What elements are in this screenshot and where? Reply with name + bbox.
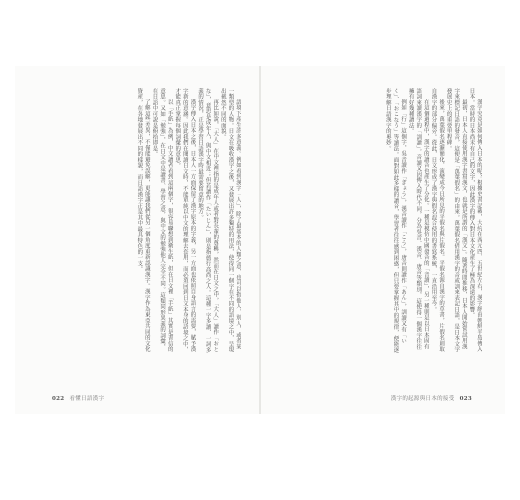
book-spread xyxy=(15,66,505,414)
left-page xyxy=(15,66,260,414)
page-number: 022 xyxy=(52,396,65,402)
running-head: 看懂日語漢字 xyxy=(69,396,105,402)
page-number: 023 xyxy=(459,396,472,402)
paragraph: 後來，萬葉假名逐漸簡化，演變成今日所見的平假名與片假名。平假名源自漢字的草書，片假名則取自漢字的部分偏旁。從此，日文形成了漢字與假名混合使用的書寫系統，一直沿用至今。 xyxy=(430,88,445,352)
left-page-body xyxy=(51,88,241,353)
running-head: 漢字的起源與日本的接受 xyxy=(390,396,455,402)
right-page-body xyxy=(282,88,482,353)
paragraph: 漢字傳入日本之後，日本人一方面保留了漢字原本的字義，另一方面也依照自身語言的需要，賦予漢字新的意涵。因此我們在閱讀日文時，不能單純以中文的理解去套用，而必須回到日文本身的語境之中，才能真正掌握每個詞彙的意思。 xyxy=(174,88,196,353)
paragraph: 在這個過程中，漢字的讀音也產生了分化。一種是模仿中國發音的「音讀」，另一種則是以日本固有語詞來讀漢字的「訓讀」。音讀又因傳入時代不同，分為吳音、漢音、唐音等類別，這使得一個漢字往往擁有好幾種讀法。 xyxy=(407,88,429,350)
paragraph: 例如「行」這個字，吳音讀作「ぎょう」，漢音讀作「こう」，唐音則讀作「あん」，訓讀又有「いく」、「おこなう」等讀法。面對如此多樣的讀音，學習者往往感到困惑，但只要掌握其中的規律，便能逐步理解日語漢字的奧妙。 xyxy=(384,88,407,353)
left-folio xyxy=(49,394,104,402)
right-page xyxy=(260,66,505,414)
paragraph: 以「手紙」為例，中文讀者看到這兩個字，很容易聯想到衛生紙，但在日文裡「手紙」其實是書信的意思。又如「勉強」，在日文中是讀書、學習之意，與中文的勉強他人完全不同。這類同形異義的詞彙，在日語中可說是俯拾即是。 xyxy=(151,88,173,352)
paragraph: 漢字究竟是如何傳入日本的呢？根據史書記載，大約在西元四、五世紀左右，漢字經由朝鮮半島傳入日本。當時的日本尚未有自己的文字，因此漢字的傳入對日本文化產生了極為深遠的影響。 xyxy=(468,88,482,352)
paragraph: 最初，日本人直接使用漢字書寫漢文，也就是所謂的「漢文」。隨著時間推移，日本人開始嘗試用漢字來標記日語的發音，這便是「萬葉假名」的由來。萬葉假名借用漢字的音或訓來表記日語，是日本文字發展史上的重要里程碑。 xyxy=(445,88,467,353)
paragraph: 了解這些差異，不僅能避免誤解，更能讓我們從另一個角度重新認識漢字。漢字作為東亞共同的文化資產，在各地發展出不同的樣貌，而日語漢字正是其中最具特色的一支。 xyxy=(136,88,150,352)
right-folio xyxy=(391,394,475,402)
paragraph: 語境下產生許多意義。例如看到漢字「人」，除了最基本的人類之意，也可以指他人、別人，或者某一類型的人物。日文在吸收漢字之後，又發展出許多獨特的用法，使得同一個字在不同的語境之中，呈現出截然不同的面貌。 xyxy=(219,88,241,353)
paragraph: 再比如說，「大人」在中文裡指的是成年人或者對長輩的尊稱，然而在日文之中，「大人」讀作「おとな」，意思是成年人，與中文相近；但若讀作「たいじん」，則是指德行高尚之人。這種一字多讀、一詞多義的情況，正是學習日語漢字時最需要留意的地方。 xyxy=(197,88,219,353)
